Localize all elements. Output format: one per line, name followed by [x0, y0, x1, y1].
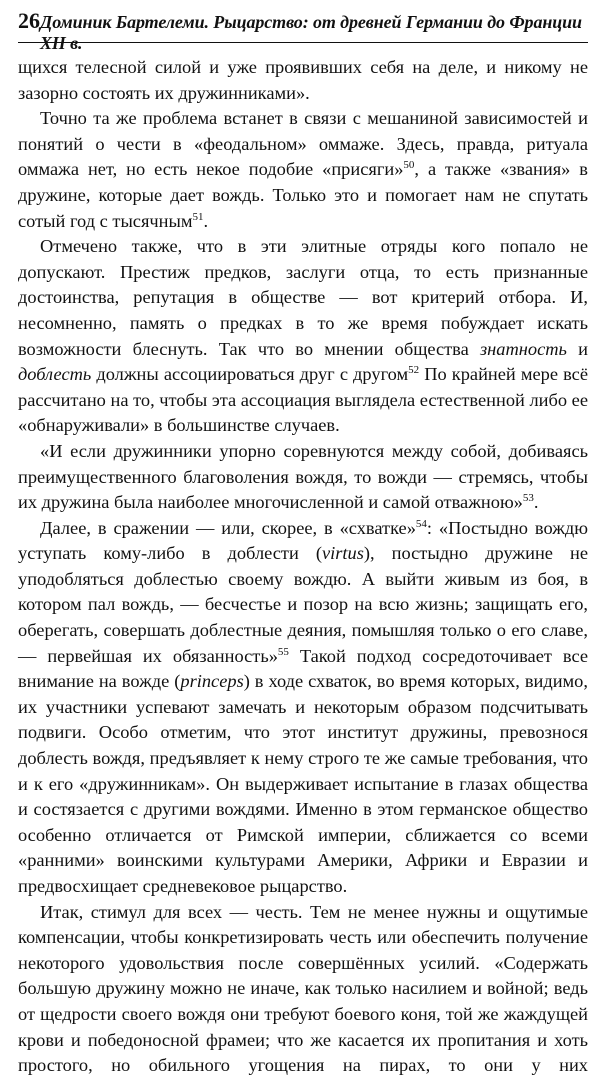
text-segment: , а также «звания» в дружине, которые дает вождь. Только это и помогает нам не спутать сотый год с тысячным [18, 159, 588, 231]
emphasized-text: virtus [321, 543, 364, 564]
paragraph [18, 234, 588, 439]
text-segment: По крайней мере всё рассчитано на то, чтобы эта ассоциация выглядела естественной либо ее «обнаруживали» в большинстве случаев. [18, 364, 588, 436]
paragraph [18, 55, 588, 106]
paragraph [18, 900, 588, 1079]
footnote-reference: 51 [192, 210, 204, 223]
emphasized-text: доблесть [18, 364, 92, 385]
footnote-reference: 54 [415, 517, 427, 530]
text-segment: и [566, 338, 588, 359]
text-segment: ) в ходе схваток, во время которых, видимо, их участники успевают замечать и некоторым образом подсчитывать подвиги. Особо отметим, что этот институт дружины, превознося доблесть вождя, предъявляет к нему строго те же самые требования, что и к его «дружинникам». Он выдерживает испытание в глазах общества и состязается с другими вождями. Именно в этом германское общество особенно отличается от Римской империи, сближается со всеми «ранними» воинскими культурами Америки, Африки и Евразии и предвосхищает средневековое рыцарство. [18, 671, 588, 896]
paragraph [18, 106, 588, 234]
text-segment: : «Постыдно вождю уступать кому-либо в доблести ( [18, 517, 588, 564]
footnote-reference: 52 [408, 364, 420, 376]
text-segment: Точно та же проблема встанет в связи с мешаниной зависимостей и понятий о чести в «феодальном» оммаже. Здесь, правда, ритуала оммажа нет, но есть некое подобие «присяги» [18, 108, 588, 180]
text-segment: Далее, в сражении — или, скорее, в «схватке» [40, 517, 416, 538]
page-number: 26 [18, 8, 40, 33]
paragraph [18, 439, 588, 516]
footnote-reference: 50 [403, 159, 415, 172]
text-segment: Итак, стимул для всех — честь. Тем не менее нужны и ощутимые компенсации, чтобы конкретизировать честь или обеспечить получение некоторого удовольствия после совершённых усилий. «Содержать большую дружину можно не иначе, как только насилием и войной; ведь от щедрости своего вождя они требуют боевого коня, той же жаждущей крови и победоносной фрамеи; что же касается их пропитания и хоть простого, но обильного угощения на пирах, то они у них [18, 901, 588, 1076]
text-segment: щихся телесной силой и уже проявивших себя на деле, и никому не зазорно состоять их дружинниками». [18, 57, 588, 103]
paragraph [18, 516, 588, 900]
text-segment: Такой подход сосредоточивает все внимание на вожде ( [18, 645, 588, 692]
footnote-reference: 53 [522, 491, 534, 504]
book-page [18, 8, 589, 1076]
text-segment: «И если дружинники упорно соревнуются между собой, добиваясь преимущественного благоволения вождя, то вожди — стремясь, чтобы их дружина была наиболее многочисленной и самой отважною» [18, 440, 588, 513]
emphasized-text: princeps [180, 671, 244, 692]
emphasized-text: знатность [480, 338, 567, 359]
running-header [18, 8, 588, 53]
text-segment: должны ассоциироваться друг с другом [91, 364, 409, 385]
text-segment: ), постыдно дружине не уподобляться доблестью своему вождю. А выйти живым из боя, в котором пал вождь, — бесчестье и позор на всю жизнь; защищать его, оберегать, совершать доблестные деяния, помышляя только о его славе, — первейшая их обязанность» [18, 543, 589, 666]
running-title: Доминик Бартелеми. Рыцарство: от древней Германии до Франции XII в. [40, 12, 582, 53]
text-segment: . [533, 492, 539, 513]
body-text [18, 55, 588, 1079]
text-segment: . [203, 210, 209, 231]
footnote-reference: 55 [277, 645, 289, 658]
text-segment: Отмечено также, что в эти элитные отряды кого попало не допускают. Престиж предков, заслуги отца, то есть признанные достоинства, репутация в обществе — вот критерий отбора. И, несомненно, память о предках в то же время побуждает искать возможности блеснуть. Так что во мнении общества [18, 236, 588, 359]
